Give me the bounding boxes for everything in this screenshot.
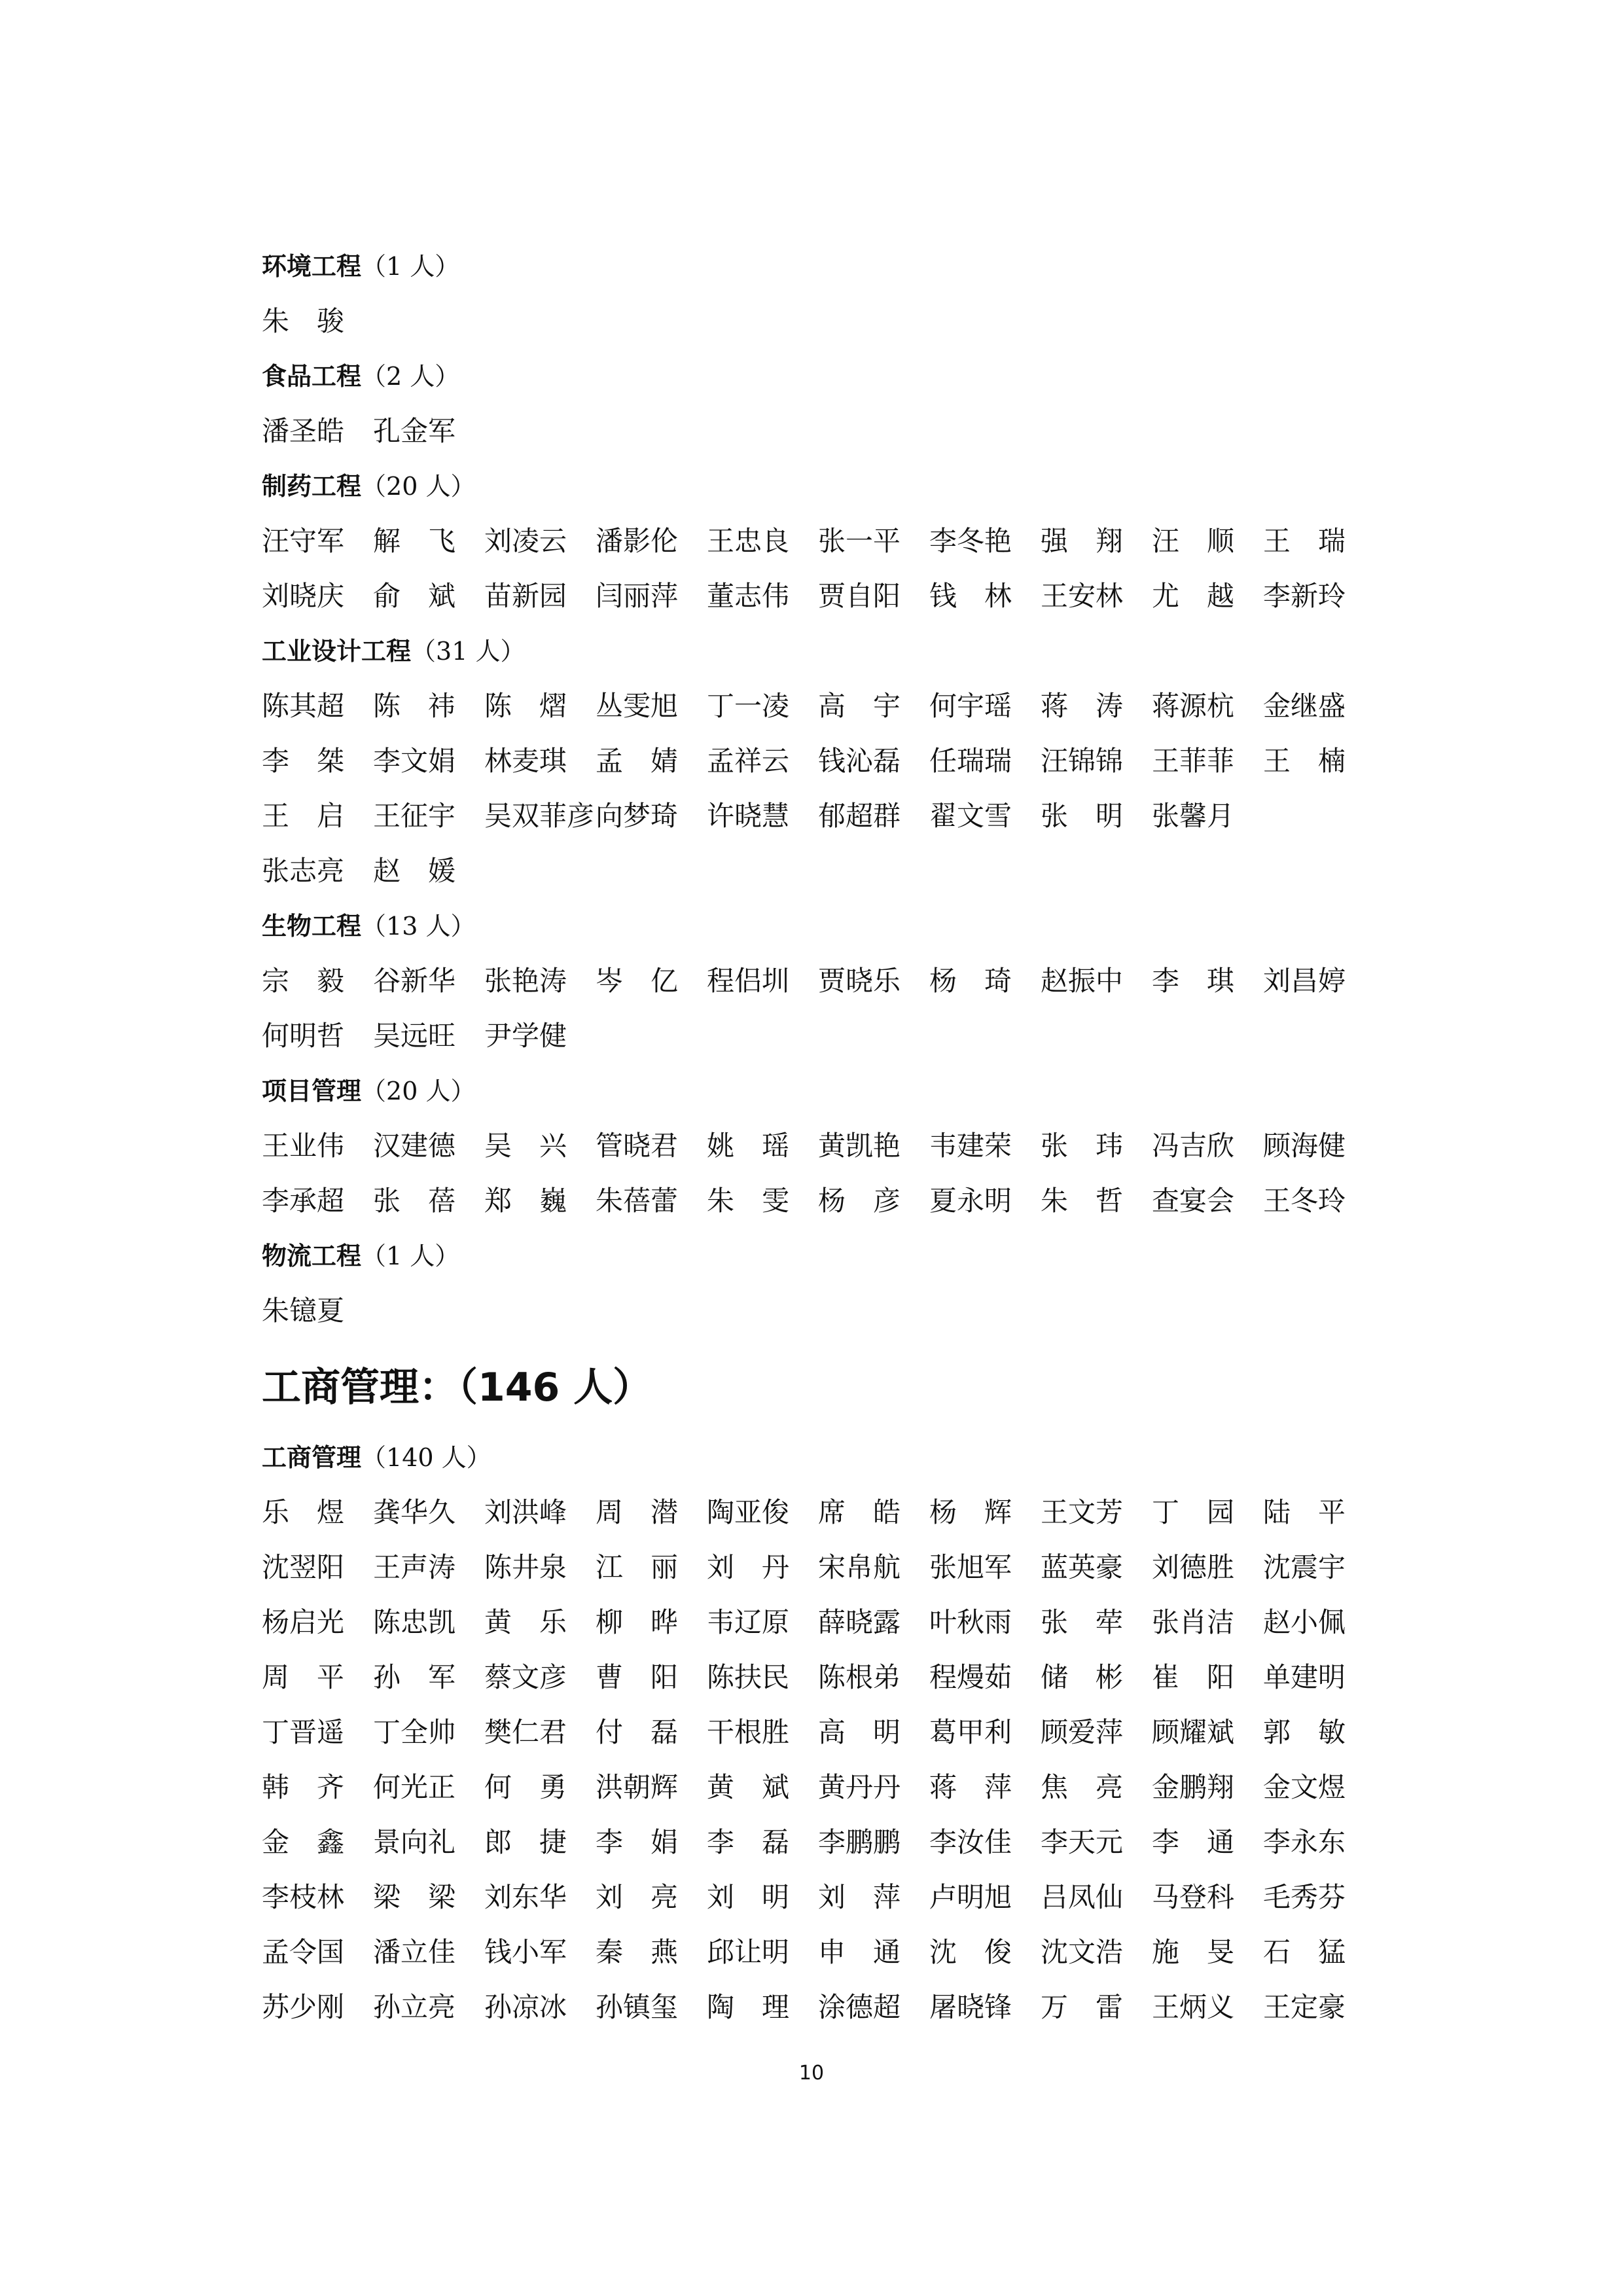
person-name: 黄丹丹 [818, 1771, 901, 1803]
person-name: 蔡文彦 [484, 1661, 567, 1693]
person-name: 夏永明 [929, 1185, 1012, 1217]
person-name: 沈震宇 [1263, 1551, 1346, 1583]
section-heading [262, 349, 1387, 404]
person-name: 干根胜 [707, 1716, 790, 1748]
business-sections [262, 1430, 1387, 2035]
person-name: 陆 平 [1263, 1496, 1346, 1528]
section-count: （20 人） [361, 472, 476, 501]
person-name: 李汝佳 [929, 1826, 1012, 1858]
person-name: 钱 林 [929, 580, 1012, 612]
person-name: 王菲菲 [1152, 745, 1235, 777]
person-name: 陈 熠 [484, 690, 567, 722]
person-name: 王冬玲 [1263, 1185, 1346, 1217]
person-name: 柳 晔 [596, 1606, 679, 1638]
person-name: 席 皓 [818, 1496, 901, 1528]
person-name: 任瑞瑞 [929, 745, 1012, 777]
name-row [262, 679, 1387, 734]
person-name: 乐 煜 [262, 1496, 345, 1528]
person-name: 张馨月 [1152, 800, 1235, 832]
person-name: 汪守军 [262, 525, 345, 557]
person-name: 杨 辉 [929, 1496, 1012, 1528]
person-name: 尤 越 [1152, 580, 1235, 612]
person-name: 郎 捷 [484, 1826, 567, 1858]
name-row [262, 1980, 1387, 2035]
document-body [262, 239, 1387, 2035]
person-name: 金鹏翔 [1152, 1771, 1235, 1803]
person-name: 谷新华 [373, 965, 456, 997]
person-name: 郑 巍 [484, 1185, 567, 1217]
person-name: 王 启 [262, 800, 345, 832]
person-name: 黄 斌 [707, 1771, 790, 1803]
person-name: 汪 顺 [1152, 525, 1235, 557]
major-heading [262, 1338, 1387, 1430]
person-name: 宗 毅 [262, 965, 345, 997]
name-row [262, 1174, 1387, 1229]
person-name: 蒋源杭 [1152, 690, 1235, 722]
person-name: 董志伟 [707, 580, 790, 612]
person-name: 张艳涛 [484, 965, 567, 997]
person-name: 陈根弟 [818, 1661, 901, 1693]
person-name: 叶秋雨 [929, 1606, 1012, 1638]
person-name: 林麦琪 [484, 745, 567, 777]
person-name: 朱 骏 [262, 305, 345, 337]
name-row [262, 1925, 1387, 1980]
person-name: 韦建荣 [929, 1130, 1012, 1162]
person-name: 邱让明 [707, 1936, 790, 1968]
name-row [262, 514, 1387, 569]
name-row [262, 734, 1387, 789]
person-name: 涂德超 [818, 1991, 901, 2023]
person-name: 万 雷 [1041, 1991, 1124, 2023]
person-name: 陶 理 [707, 1991, 790, 2023]
person-name: 程熳茹 [929, 1661, 1012, 1693]
person-name: 蒋 萍 [929, 1771, 1012, 1803]
person-name: 曹 阳 [596, 1661, 679, 1693]
name-row [262, 1870, 1387, 1925]
person-name: 韦辽原 [707, 1606, 790, 1638]
person-name: 李承超 [262, 1185, 345, 1217]
person-name: 丁一凌 [707, 690, 790, 722]
person-name: 龚华久 [373, 1496, 456, 1528]
person-name: 王忠良 [707, 525, 790, 557]
person-name: 潘立佳 [373, 1936, 456, 1968]
person-name: 姚 瑶 [707, 1130, 790, 1162]
person-name: 尹学健 [484, 1020, 567, 1052]
person-name: 张肖洁 [1152, 1606, 1235, 1638]
person-name: 赵振中 [1041, 965, 1124, 997]
person-name: 解 飞 [373, 525, 456, 557]
person-name: 刘昌婷 [1263, 965, 1346, 997]
person-name: 冯吉欣 [1152, 1130, 1235, 1162]
person-name: 张一平 [818, 525, 901, 557]
person-name: 顾耀斌 [1152, 1716, 1235, 1748]
person-name: 高 宇 [818, 690, 901, 722]
person-name: 杨 琦 [929, 965, 1012, 997]
person-name: 石 猛 [1263, 1936, 1346, 1968]
person-name: 孔金军 [373, 415, 456, 447]
person-name: 毛秀芬 [1263, 1881, 1346, 1913]
person-name: 刘 丹 [707, 1551, 790, 1583]
person-name: 陈忠凯 [373, 1606, 456, 1638]
person-name: 洪朝辉 [596, 1771, 679, 1803]
name-row [262, 294, 1387, 349]
person-name: 陈其超 [262, 690, 345, 722]
person-name: 孟 婧 [596, 745, 679, 777]
person-name: 丁晋遥 [262, 1716, 345, 1748]
person-name: 孙立亮 [373, 1991, 456, 2023]
person-name: 张志亮 [262, 855, 345, 887]
person-name: 王文芳 [1041, 1496, 1124, 1528]
person-name: 贾晓乐 [818, 965, 901, 997]
person-name: 孙 军 [373, 1661, 456, 1693]
person-name: 付 磊 [596, 1716, 679, 1748]
person-name: 汪锦锦 [1041, 745, 1124, 777]
section-heading [262, 239, 1387, 294]
name-row [262, 1283, 1387, 1338]
person-name: 翟文雪 [929, 800, 1012, 832]
person-name: 王定豪 [1263, 1991, 1346, 2023]
person-name: 韩 齐 [262, 1771, 345, 1803]
person-name: 向梦琦 [596, 800, 679, 832]
person-name: 李文娟 [373, 745, 456, 777]
person-name: 李 磊 [707, 1826, 790, 1858]
person-name: 江 丽 [596, 1551, 679, 1583]
person-name: 李 通 [1152, 1826, 1235, 1858]
person-name: 何 勇 [484, 1771, 567, 1803]
person-name: 沈翌阳 [262, 1551, 345, 1583]
person-name: 杨启光 [262, 1606, 345, 1638]
person-name: 汉建德 [373, 1130, 456, 1162]
section-title: 制药工程 [262, 472, 362, 501]
major-count: （146 人） [458, 1365, 652, 1410]
person-name: 刘晓庆 [262, 580, 345, 612]
person-name: 李 娟 [596, 1826, 679, 1858]
person-name: 朱蓓蕾 [596, 1185, 679, 1217]
person-name: 王征宇 [373, 800, 456, 832]
section-count: （1 人） [361, 1242, 460, 1270]
person-name: 许晓慧 [707, 800, 790, 832]
person-name: 李新玲 [1263, 580, 1346, 612]
person-name: 潘影伦 [596, 525, 679, 557]
person-name: 查宴会 [1152, 1185, 1235, 1217]
name-row [262, 1760, 1387, 1815]
section-title: 食品工程 [262, 362, 362, 391]
person-name: 朱镱夏 [262, 1295, 345, 1327]
person-name: 刘洪峰 [484, 1496, 567, 1528]
person-name: 程侣圳 [707, 965, 790, 997]
person-name: 吴双菲彦 [484, 800, 595, 832]
section-title: 生物工程 [262, 912, 362, 941]
person-name: 刘凌云 [484, 525, 567, 557]
person-name: 赵小佩 [1263, 1606, 1346, 1638]
person-name: 刘 亮 [596, 1881, 679, 1913]
person-name: 施 旻 [1152, 1936, 1235, 1968]
person-name: 沈文浩 [1041, 1936, 1124, 1968]
name-row [262, 569, 1387, 624]
section-heading [262, 1064, 1387, 1119]
person-name: 何明哲 [262, 1020, 345, 1052]
person-name: 梁 梁 [373, 1881, 456, 1913]
person-name: 俞 斌 [373, 580, 456, 612]
person-name: 钱小军 [484, 1936, 567, 1968]
person-name: 单建明 [1263, 1661, 1346, 1693]
section-title: 工商管理 [262, 1443, 362, 1472]
person-name: 王 楠 [1263, 745, 1346, 777]
person-name: 申 通 [818, 1936, 901, 1968]
person-name: 顾爱萍 [1041, 1716, 1124, 1748]
person-name: 李 琪 [1152, 965, 1235, 997]
person-name: 金文煜 [1263, 1771, 1346, 1803]
person-name: 吕凤仙 [1041, 1881, 1124, 1913]
section-title: 物流工程 [262, 1242, 362, 1270]
name-row [262, 1595, 1387, 1650]
person-name: 张 明 [1041, 800, 1124, 832]
section-count: （1 人） [361, 252, 460, 281]
person-name: 金继盛 [1263, 690, 1346, 722]
person-name: 吴 兴 [484, 1130, 567, 1162]
person-name: 张 荦 [1041, 1606, 1124, 1638]
person-name: 张 蓓 [373, 1185, 456, 1217]
section-heading [262, 1229, 1387, 1283]
person-name: 蓝英豪 [1041, 1551, 1124, 1583]
person-name: 朱 哲 [1041, 1185, 1124, 1217]
person-name: 朱 雯 [707, 1185, 790, 1217]
person-name: 陶亚俊 [707, 1496, 790, 1528]
person-name: 蒋 涛 [1041, 690, 1124, 722]
engineering-sections [262, 239, 1387, 1338]
person-name: 钱沁磊 [818, 745, 901, 777]
person-name: 金 鑫 [262, 1826, 345, 1858]
section-count: （31 人） [411, 637, 526, 666]
section-heading [262, 1430, 1387, 1485]
person-name: 强 翔 [1041, 525, 1124, 557]
section-heading [262, 899, 1387, 954]
person-name: 苏少刚 [262, 1991, 345, 2023]
person-name: 李枝林 [262, 1881, 345, 1913]
person-name: 岑 亿 [596, 965, 679, 997]
person-name: 周 潜 [596, 1496, 679, 1528]
name-row [262, 1650, 1387, 1705]
name-row [262, 789, 1387, 844]
name-row [262, 404, 1387, 459]
person-name: 孟令国 [262, 1936, 345, 1968]
name-row [262, 1705, 1387, 1760]
person-name: 刘东华 [484, 1881, 567, 1913]
person-name: 黄凯艳 [818, 1130, 901, 1162]
person-name: 丁全帅 [373, 1716, 456, 1748]
section-count: （140 人） [361, 1443, 491, 1472]
section-title: 工业设计工程 [262, 637, 412, 666]
section-count: （13 人） [361, 912, 476, 941]
person-name: 李天元 [1041, 1826, 1124, 1858]
person-name: 王业伟 [262, 1130, 345, 1162]
major-title: 工商管理： [262, 1365, 458, 1410]
person-name: 管晓君 [596, 1130, 679, 1162]
person-name: 王炳义 [1152, 1991, 1235, 2023]
person-name: 马登科 [1152, 1881, 1235, 1913]
section-title: 项目管理 [262, 1077, 362, 1105]
person-name: 贾自阳 [818, 580, 901, 612]
person-name: 周 平 [262, 1661, 345, 1693]
name-row [262, 1540, 1387, 1595]
person-name: 陈扶民 [707, 1661, 790, 1693]
person-name: 杨 彦 [818, 1185, 901, 1217]
name-row [262, 1485, 1387, 1540]
person-name: 宋帛航 [818, 1551, 901, 1583]
person-name: 王安林 [1041, 580, 1124, 612]
person-name: 丁 园 [1152, 1496, 1235, 1528]
section-heading [262, 459, 1387, 514]
page-number: 10 [798, 2062, 825, 2085]
person-name: 孟祥云 [707, 745, 790, 777]
person-name: 李冬艳 [929, 525, 1012, 557]
person-name: 高 明 [818, 1716, 901, 1748]
person-name: 闫丽萍 [596, 580, 679, 612]
person-name: 何光正 [373, 1771, 456, 1803]
person-name: 郁超群 [818, 800, 901, 832]
person-name: 卢明旭 [929, 1881, 1012, 1913]
person-name: 王声涛 [373, 1551, 456, 1583]
section-count: （20 人） [361, 1077, 476, 1105]
person-name: 黄 乐 [484, 1606, 567, 1638]
person-name: 李鹏鹏 [818, 1826, 901, 1858]
person-name: 赵 媛 [373, 855, 456, 887]
person-name: 顾海健 [1263, 1130, 1346, 1162]
person-name: 刘 明 [707, 1881, 790, 1913]
person-name: 郭 敏 [1263, 1716, 1346, 1748]
person-name: 崔 阳 [1152, 1661, 1235, 1693]
person-name: 刘德胜 [1152, 1551, 1235, 1583]
section-count: （2 人） [361, 362, 460, 391]
person-name: 葛甲利 [929, 1716, 1012, 1748]
person-name: 陈 祎 [373, 690, 456, 722]
person-name: 储 彬 [1041, 1661, 1124, 1693]
person-name: 薛晓露 [818, 1606, 901, 1638]
section-heading [262, 624, 1387, 679]
name-row [262, 1815, 1387, 1870]
person-name: 孙镇玺 [596, 1991, 679, 2023]
person-name: 屠晓锋 [929, 1991, 1012, 2023]
person-name: 李永东 [1263, 1826, 1346, 1858]
person-name: 王 瑞 [1263, 525, 1346, 557]
person-name: 潘圣皓 [262, 415, 345, 447]
person-name: 张 玮 [1041, 1130, 1124, 1162]
name-row [262, 1009, 1387, 1064]
person-name: 李 桀 [262, 745, 345, 777]
person-name: 秦 燕 [596, 1936, 679, 1968]
person-name: 何宇瑶 [929, 690, 1012, 722]
section-title: 环境工程 [262, 252, 362, 281]
person-name: 孙凉冰 [484, 1991, 567, 2023]
person-name: 吴远旺 [373, 1020, 456, 1052]
person-name: 焦 亮 [1041, 1771, 1124, 1803]
person-name: 张旭军 [929, 1551, 1012, 1583]
person-name: 景向礼 [373, 1826, 456, 1858]
person-name: 沈 俊 [929, 1936, 1012, 1968]
person-name: 樊仁君 [484, 1716, 567, 1748]
person-name: 苗新园 [484, 580, 567, 612]
name-row [262, 954, 1387, 1009]
person-name: 刘 萍 [818, 1881, 901, 1913]
name-row [262, 1119, 1387, 1174]
person-name: 陈井泉 [484, 1551, 567, 1583]
name-row [262, 844, 1387, 899]
person-name: 丛雯旭 [596, 690, 679, 722]
